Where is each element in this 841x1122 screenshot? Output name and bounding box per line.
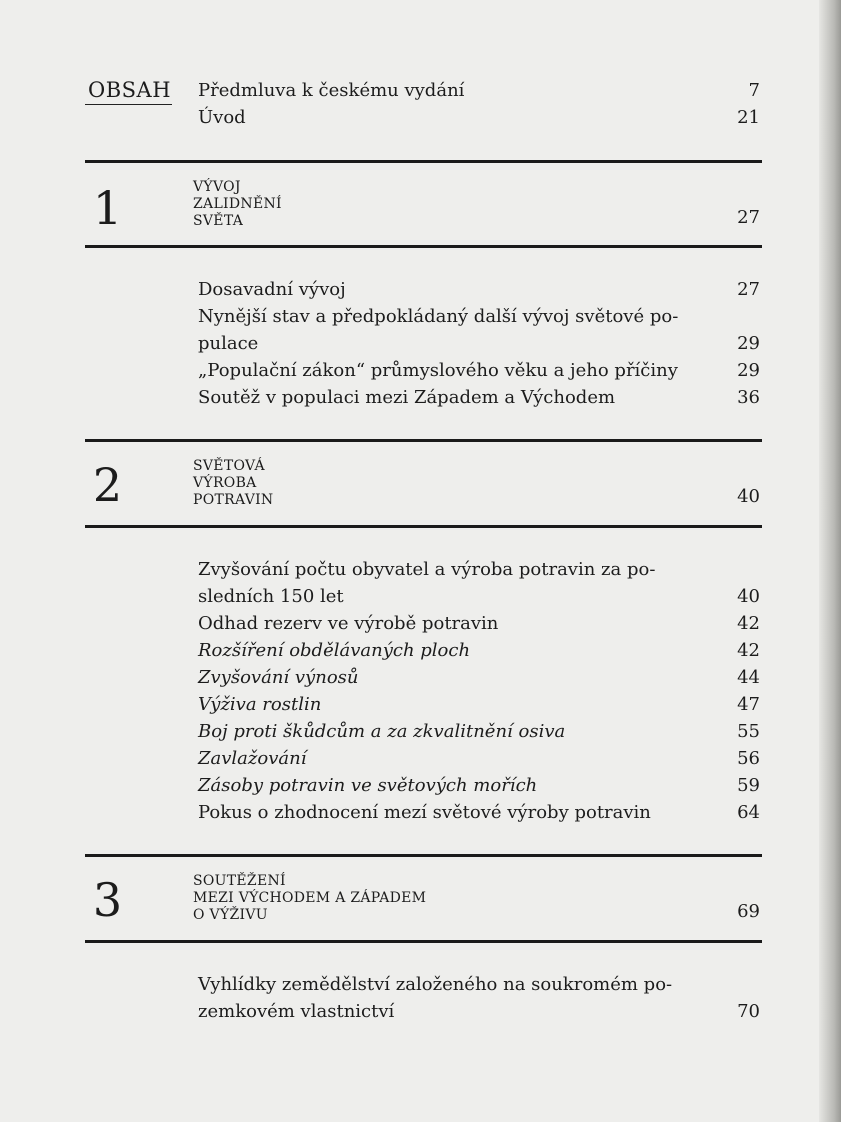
chapter-number: 2 bbox=[92, 458, 123, 512]
chapter-number: 1 bbox=[92, 181, 123, 235]
toc-entry-page: 56 bbox=[737, 748, 760, 769]
chapter-rule-top bbox=[85, 854, 762, 857]
chapter-page: 69 bbox=[737, 901, 760, 922]
page-edge-shadow bbox=[819, 0, 841, 1122]
contents-heading: OBSAH bbox=[88, 78, 172, 102]
toc-entry-title: Dosavadní vývoj bbox=[198, 279, 346, 300]
toc-entry-page: 21 bbox=[737, 107, 760, 128]
chapter-title-line: SVĚTA bbox=[193, 213, 244, 229]
toc-subentry-title: Zvyšování výnosů bbox=[198, 667, 359, 688]
toc-entry-title: zemkovém vlastnictví bbox=[198, 1001, 395, 1022]
toc-entry-page: 64 bbox=[737, 802, 760, 823]
chapter-rule-bottom bbox=[85, 940, 762, 943]
toc-entry-title: Pokus o zhodnocení mezí světové výroby potravin bbox=[198, 802, 651, 823]
toc-entry-page: 42 bbox=[737, 640, 760, 661]
toc-entry-title: Úvod bbox=[198, 107, 246, 128]
heading-underline bbox=[85, 104, 172, 105]
toc-entry-title: Zvyšování počtu obyvatel a výroba potravin za po- bbox=[198, 559, 656, 580]
toc-entry-title: Soutěž v populaci mezi Západem a Východem bbox=[198, 387, 616, 408]
toc-subentry-title: Rozšíření obdělávaných ploch bbox=[198, 640, 471, 661]
chapter-rule-top bbox=[85, 439, 762, 442]
toc-entry-page: 40 bbox=[737, 586, 760, 607]
toc-entry-title: pulace bbox=[198, 333, 259, 354]
chapter-title-line: POTRAVIN bbox=[193, 492, 274, 508]
toc-entry-title: sledních 150 let bbox=[198, 586, 344, 607]
chapter-page: 27 bbox=[737, 207, 760, 228]
toc-entry-page: 29 bbox=[737, 333, 760, 354]
toc-entry-page: 42 bbox=[737, 613, 760, 634]
toc-entry-page: 36 bbox=[737, 387, 760, 408]
chapter-number: 3 bbox=[92, 873, 123, 927]
toc-entry-title: Odhad rezerv ve výrobě potravin bbox=[198, 613, 499, 634]
chapter-title-line: O VÝŽIVU bbox=[193, 907, 268, 923]
toc-entry-page: 7 bbox=[748, 80, 760, 101]
toc-subentry-title: Zavlažování bbox=[198, 748, 307, 769]
chapter-title-line: ZALIDNĚNÍ bbox=[193, 196, 282, 212]
toc-entry-page: 59 bbox=[737, 775, 760, 796]
chapter-title-line: SOUTĚŽENÍ bbox=[193, 873, 286, 889]
chapter-rule-bottom bbox=[85, 525, 762, 528]
chapter-title-line: VÝROBA bbox=[193, 475, 257, 491]
chapter-title-line: SVĚTOVÁ bbox=[193, 458, 265, 474]
toc-entry-page: 29 bbox=[737, 360, 760, 381]
toc-entry-page: 44 bbox=[737, 667, 760, 688]
toc-entry-title: Vyhlídky zemědělství založeného na soukromém po- bbox=[198, 974, 673, 995]
toc-subentry-title: Výživa rostlin bbox=[198, 694, 322, 715]
toc-entry-title: „Populační zákon“ průmyslového věku a jeho příčiny bbox=[198, 360, 678, 381]
toc-entry-page: 55 bbox=[737, 721, 760, 742]
toc-entry-title: Nynější stav a předpokládaný další vývoj světové po- bbox=[198, 306, 679, 327]
toc-subentry-title: Boj proti škůdcům a za zkvalitnění osiva bbox=[198, 721, 566, 742]
chapter-title-line: VÝVOJ bbox=[193, 179, 241, 195]
toc-entry-page: 47 bbox=[737, 694, 760, 715]
toc-entry-title: Předmluva k českému vydání bbox=[198, 80, 465, 101]
toc-entry-page: 27 bbox=[737, 279, 760, 300]
chapter-rule-bottom bbox=[85, 245, 762, 248]
chapter-rule-top bbox=[85, 160, 762, 163]
toc-entry-page: 70 bbox=[737, 1001, 760, 1022]
toc-subentry-title: Zásoby potravin ve světových mořích bbox=[198, 775, 538, 796]
chapter-page: 40 bbox=[737, 486, 760, 507]
chapter-title-line: MEZI VÝCHODEM A ZÁPADEM bbox=[193, 890, 427, 906]
